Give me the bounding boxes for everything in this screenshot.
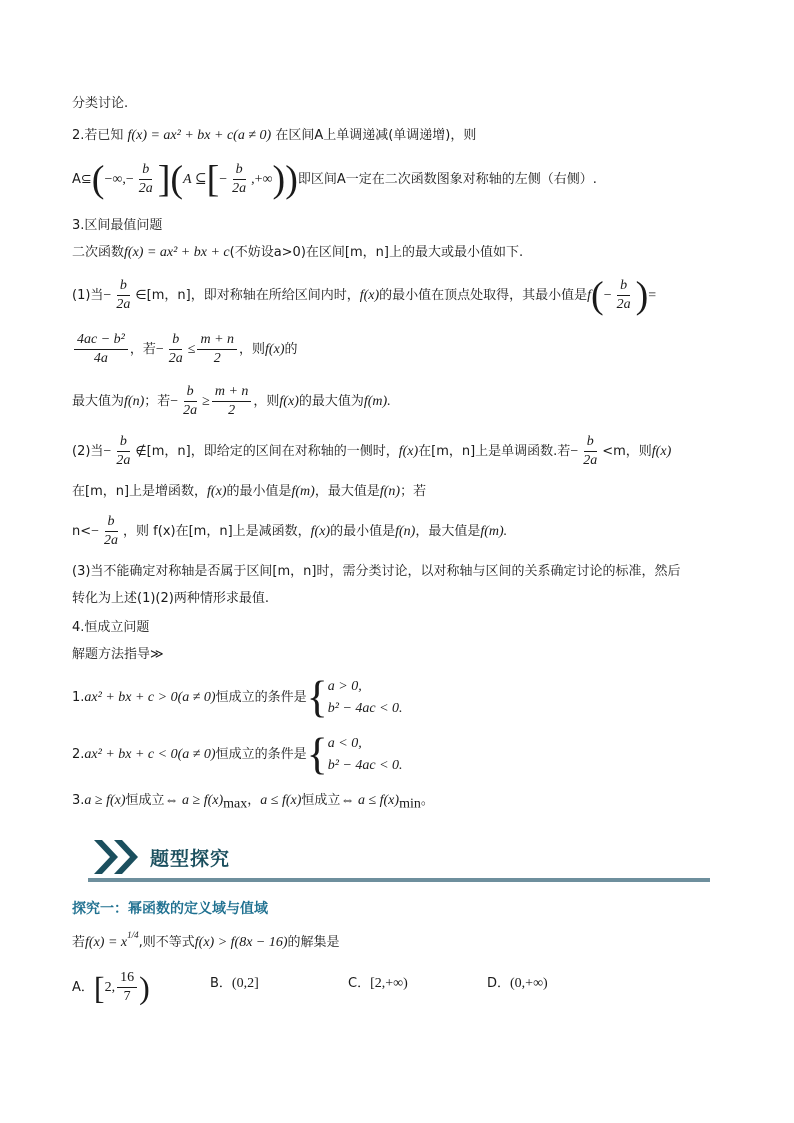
- case1-line2: $\frac{\text{4ac − b²}}{4a}$ ，若− $\frac{b}{2a}$ ≤ $\frac{m + n}{2}$ ，则f(x)的: [72, 328, 298, 372]
- case2-line1: (2)当− $\frac{b}{2a}$ ∉[m，n]，即给定的区间在对称轴的一侧时，f(x)在[m，n]上是单调函数.若− $\frac{b}{2a}$ <m，则f(x): [72, 434, 672, 468]
- item3-intro: 二次函数f(x) = ax² + bx + c(不妨设a>0)在区间[m，n]上的最大或最小值如下.: [72, 245, 524, 260]
- item3-heading: 3.区间最值问题: [72, 218, 163, 233]
- condition-1: 1.ax² + bx + c > 0(a ≠ 0)恒成立的条件是{ a > 0, b² − 4ac < 0.: [72, 672, 403, 722]
- explore-question: 若$f(x) = x^{1/4}$,则不等式f(x) > f(8x − 16)的解集是: [72, 930, 340, 950]
- case2-line2: 在[m，n]上是增函数，f(x)的最小值是f(m)，最大值是f(n)；若: [72, 484, 427, 499]
- case2-line3: n<− $\frac{b}{2a}$ ，则 f(x)在[m，n]上是减函数，f(x)的最小值是f(n)，最大值是f(m).: [72, 514, 508, 548]
- item4-heading: 4.恒成立问题: [72, 620, 150, 635]
- item2-line2: A⊆(−∞,− $\frac{b}{2a}$ ](A ⊆[− $\frac{b}{2a}$ ,+∞))即区间A一定在二次函数图象对称轴的左侧（右侧）.: [72, 158, 597, 201]
- case1-line3: 最大值为f(n)；若− $\frac{b}{2a}$ ≥ $\frac{m + n}{2}$ ，则f(x)的最大值为f(m).: [72, 384, 391, 418]
- double-chevron-icon: [92, 838, 144, 876]
- explore-title: 探究一：幂函数的定义域与值域: [72, 901, 268, 917]
- option-b[interactable]: B．(0,2]: [210, 976, 259, 991]
- intro-tail: 分类讨论.: [72, 96, 129, 111]
- item4-guide: 解题方法指导≫: [72, 647, 164, 662]
- section-banner: [88, 834, 710, 884]
- option-c[interactable]: C．[2,+∞): [348, 976, 408, 991]
- condition-3: 3.a ≥ f(x)恒成立⇔ $a \ge f(x)_{max}$，a ≤ f(x)恒成立⇔ $a \le f(x)_{min}$。: [72, 793, 434, 812]
- banner-underline: [88, 878, 710, 882]
- option-a[interactable]: A．[2, $\frac{16}{7}$ ): [72, 969, 150, 1006]
- banner-title: 题型探究: [150, 848, 231, 870]
- case3-line1: (3)当不能确定对称轴是否属于区间[m，n]时，需分类讨论，以对称轴与区间的关系确定讨论的标准，然后: [72, 564, 681, 579]
- case1-line1: (1)当− $\frac{b}{2a}$ ∈[m，n]，即对称轴在所给区间内时，f(x)的最小值在顶点处取得，其最小值是f(− $\frac{b}{2a}$ )=: [72, 274, 657, 317]
- condition-2: 2.ax² + bx + c < 0(a ≠ 0)恒成立的条件是{ a < 0, b² − 4ac < 0.: [72, 729, 403, 779]
- option-d[interactable]: D．(0,+∞): [487, 976, 548, 991]
- case3-line2: 转化为上述(1)(2)两种情形求最值.: [72, 591, 269, 606]
- item2-line1: 2.若已知 f(x) = ax² + bx + c(a ≠ 0) 在区间A上单调递减(单调递增)，则: [72, 128, 477, 143]
